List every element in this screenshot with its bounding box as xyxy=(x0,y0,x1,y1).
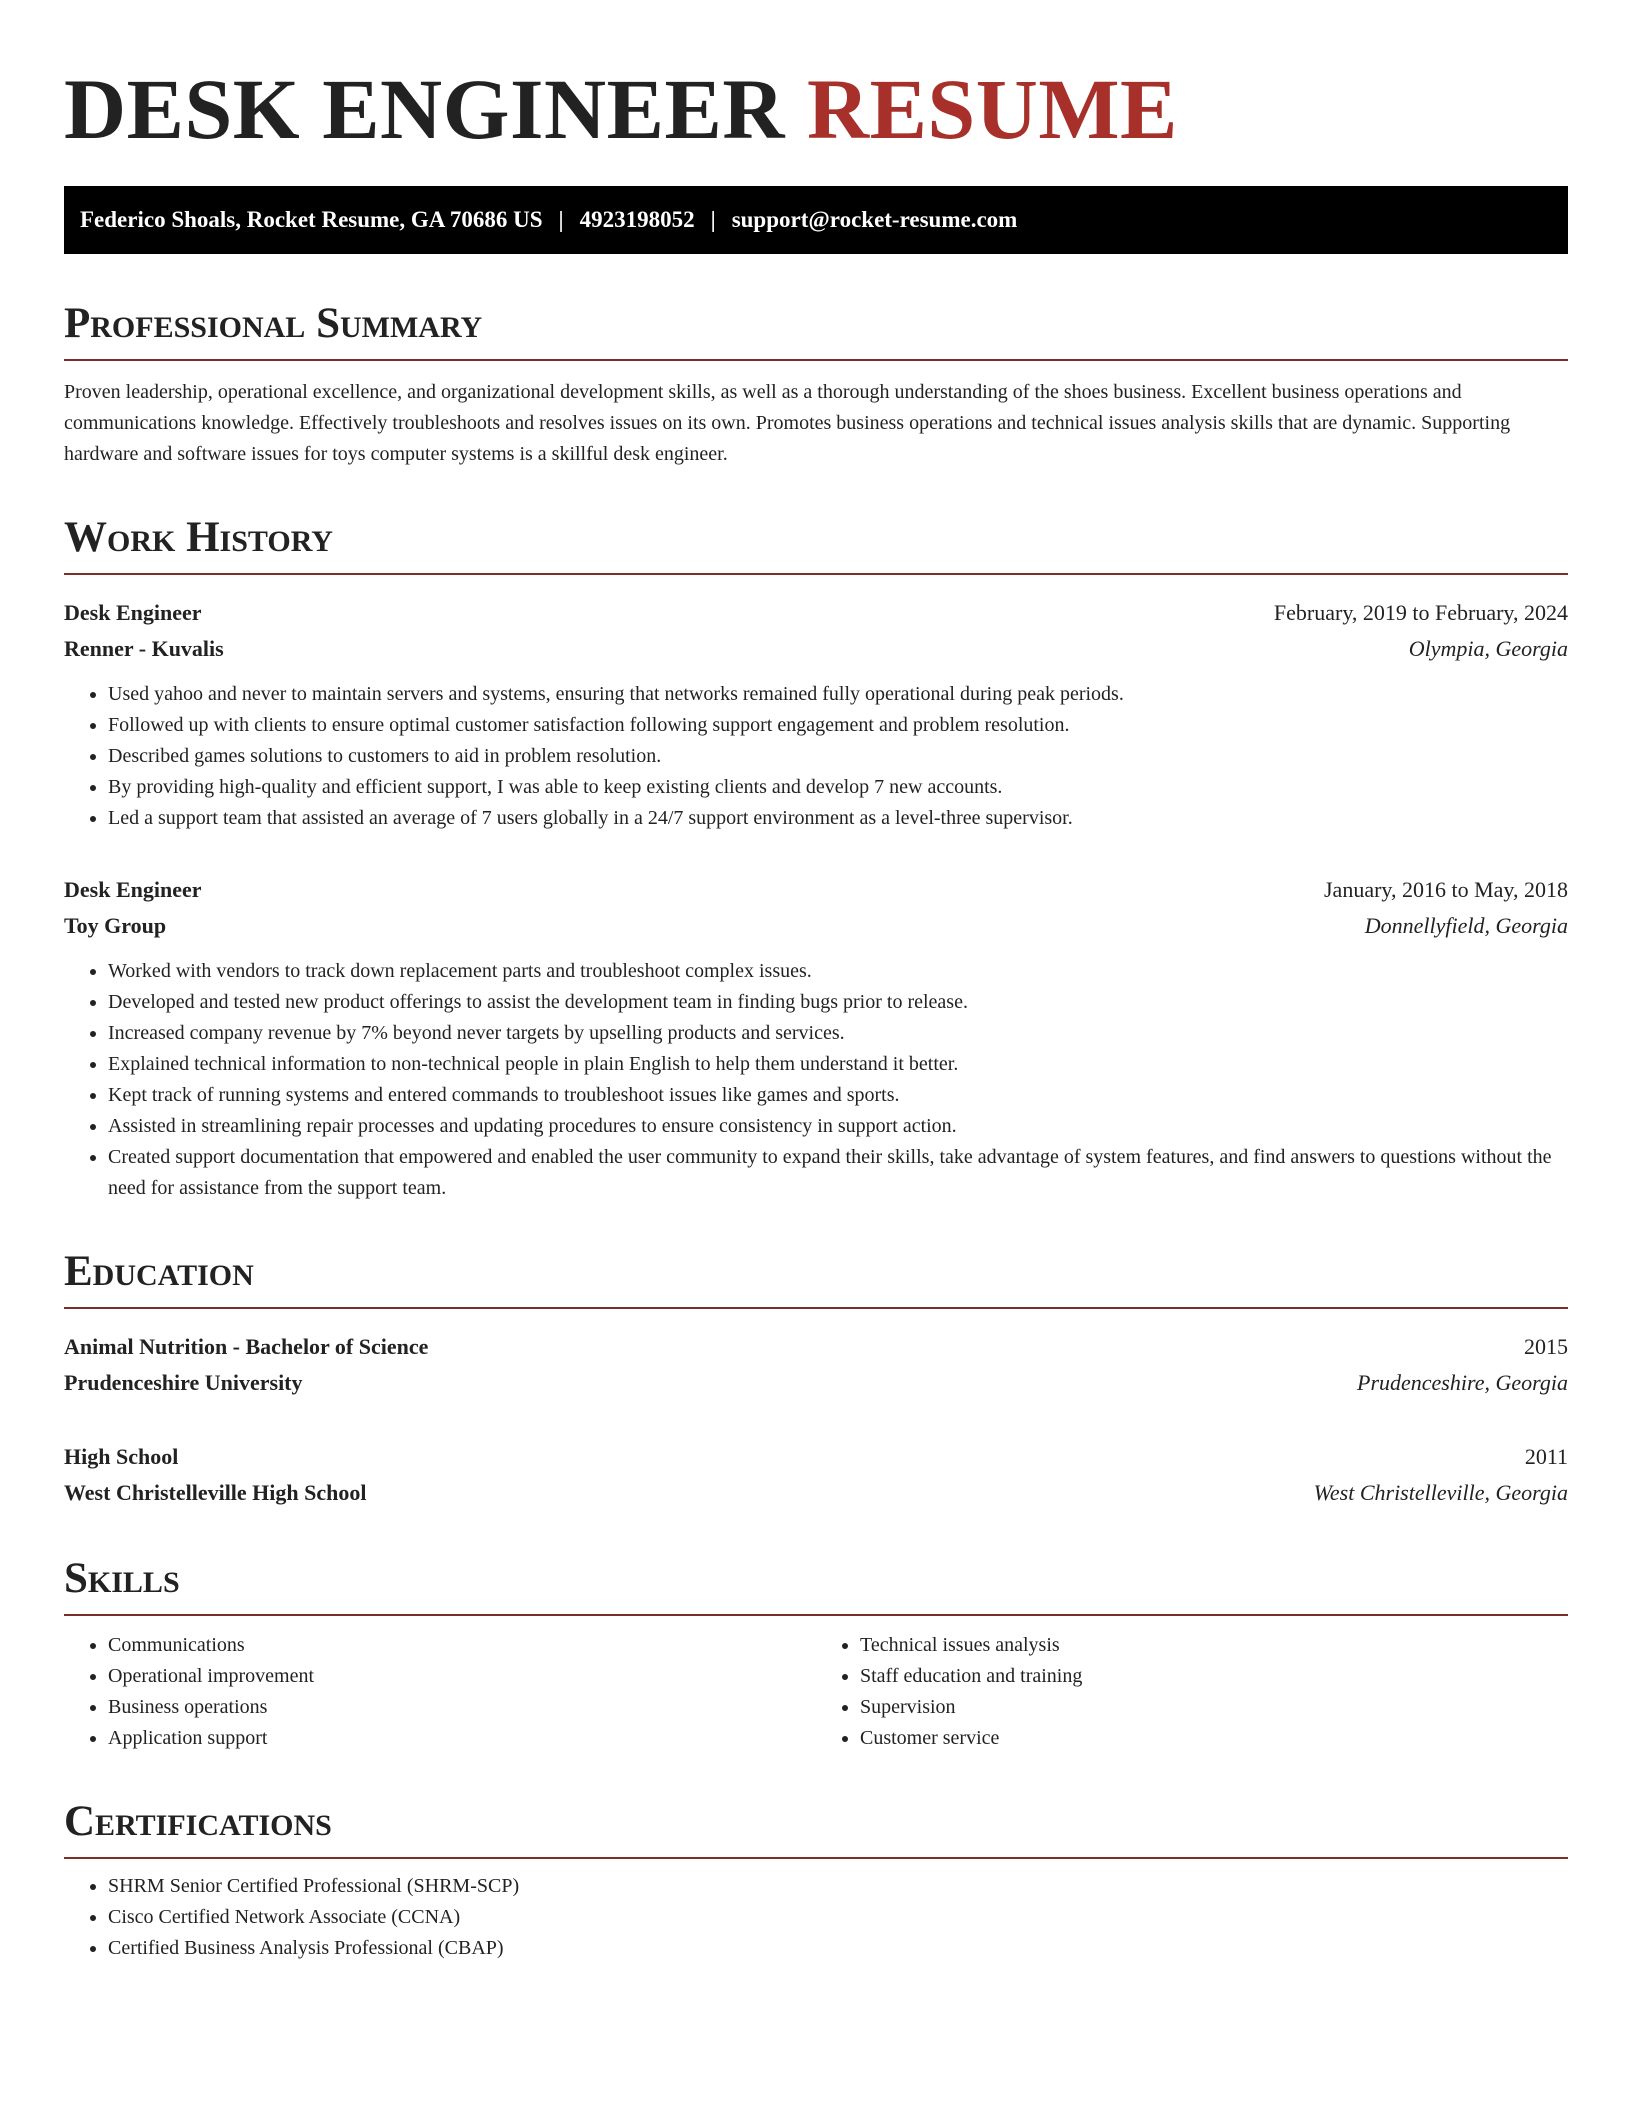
list-item: • Communications xyxy=(108,1630,816,1661)
title-accent: RESUME xyxy=(806,61,1178,157)
education-school-row xyxy=(64,1475,1568,1511)
job-header-row xyxy=(64,872,1568,908)
education-entry xyxy=(64,1439,1568,1511)
work-history-section xyxy=(64,516,1568,1204)
education-degree-row xyxy=(64,1329,1568,1365)
job-title: Desk Engineer xyxy=(64,877,202,902)
list-item: • Used yahoo and never to maintain servers and systems, ensuring that networks remained fully operational during peak periods. xyxy=(108,679,1568,710)
certifications-section xyxy=(64,1800,1568,1964)
contact-address: Federico Shoals, Rocket Resume, GA 70686 US xyxy=(80,207,543,232)
education-school: Prudenceshire University xyxy=(64,1370,303,1395)
education-year: 2015 xyxy=(1524,1334,1568,1359)
job-dates: February, 2019 to February, 2024 xyxy=(1273,600,1568,625)
contact-email: support@rocket-resume.com xyxy=(731,207,1018,232)
job-dates: January, 2016 to May, 2018 xyxy=(1324,877,1568,902)
skills-heading: Skills xyxy=(64,1557,1568,1616)
job-title: Desk Engineer xyxy=(64,600,202,625)
education-heading: Education xyxy=(64,1250,1568,1309)
list-item: • Cisco Certified Network Associate (CCNA) xyxy=(108,1902,1568,1933)
education-entry xyxy=(64,1329,1568,1401)
education-school: West Christelleville High School xyxy=(64,1480,367,1505)
job-entry xyxy=(64,872,1568,1204)
list-item: • Created support documentation that empowered and enabled the user community to expand their skills, take advantage of system features, and find answers to questions without the need for assistance from the support team. xyxy=(108,1142,1568,1204)
job-entry xyxy=(64,595,1568,834)
skills-section xyxy=(64,1557,1568,1754)
job-header-row xyxy=(64,595,1568,631)
work-history-heading: Work History xyxy=(64,516,1568,575)
skills-grid xyxy=(64,1630,1568,1754)
job-company-row xyxy=(64,908,1568,944)
list-item: • Operational improvement xyxy=(108,1661,816,1692)
education-year: 2011 xyxy=(1524,1444,1568,1469)
list-item: • Followed up with clients to ensure optimal customer satisfaction following support engagement and problem resolution. xyxy=(108,710,1568,741)
list-item: • Described games solutions to customers to aid in problem resolution. xyxy=(108,741,1568,772)
education-location: West Christelleville, Georgia xyxy=(1313,1480,1568,1505)
list-item: • Kept track of running systems and entered commands to troubleshoot issues like games and sports. xyxy=(108,1080,1568,1111)
job-company-row xyxy=(64,631,1568,667)
job-bullets xyxy=(64,679,1568,834)
contact-separator: | xyxy=(558,207,564,232)
education-degree: High School xyxy=(64,1444,179,1469)
job-company: Renner - Kuvalis xyxy=(64,636,224,661)
summary-text: Proven leadership, operational excellence, and organizational development skills, as well as a thorough understanding of the shoes business. Excellent business operations and communications knowledge. Effectively troubleshoots and resolves issues on its own. Promotes business operations and technical issues analysis skills that are dynamic. Supporting hardware and software issues for toys computer systems is a skillful desk engineer. xyxy=(64,381,1511,465)
list-item: • Worked with vendors to track down replacement parts and troubleshoot complex issues. xyxy=(108,956,1568,987)
list-item: • Increased company revenue by 7% beyond never targets by upselling products and services. xyxy=(108,1018,1568,1049)
contact-separator: | xyxy=(710,207,716,232)
contact-phone: 4923198052 xyxy=(579,207,695,232)
skills-list-right xyxy=(816,1630,1568,1754)
list-item: • Explained technical information to non-technical people in plain English to help them understand it better. xyxy=(108,1049,1568,1080)
list-item: • By providing high-quality and efficient support, I was able to keep existing clients and develop 7 new accounts. xyxy=(108,772,1568,803)
summary-section xyxy=(64,302,1568,470)
education-degree-row xyxy=(64,1439,1568,1475)
contact-bar xyxy=(64,186,1568,254)
certifications-list xyxy=(64,1871,1568,1964)
certifications-heading: Certifications xyxy=(64,1800,1568,1859)
skills-list-left xyxy=(64,1630,816,1754)
education-degree: Animal Nutrition - Bachelor of Science xyxy=(64,1334,429,1359)
job-company: Toy Group xyxy=(64,913,167,938)
education-section xyxy=(64,1250,1568,1511)
list-item: • Customer service xyxy=(860,1723,1568,1754)
list-item: • Technical issues analysis xyxy=(860,1630,1568,1661)
list-item: • Business operations xyxy=(108,1692,816,1723)
education-school-row xyxy=(64,1365,1568,1401)
list-item: • Staff education and training xyxy=(860,1661,1568,1692)
summary-heading: Professional Summary xyxy=(64,302,1568,361)
list-item: • Application support xyxy=(108,1723,816,1754)
job-location: Olympia, Georgia xyxy=(1408,636,1568,661)
resume-title xyxy=(64,61,1568,157)
job-location: Donnellyfield, Georgia xyxy=(1364,913,1568,938)
list-item: • Supervision xyxy=(860,1692,1568,1723)
title-main: DESK ENGINEER xyxy=(64,61,785,157)
list-item: • Developed and tested new product offerings to assist the development team in finding bugs prior to release. xyxy=(108,987,1568,1018)
list-item: • Led a support team that assisted an average of 7 users globally in a 24/7 support environment as a level-three supervisor. xyxy=(108,803,1568,834)
list-item: • SHRM Senior Certified Professional (SHRM-SCP) xyxy=(108,1871,1568,1902)
list-item: • Assisted in streamlining repair processes and updating procedures to ensure consistency in support action. xyxy=(108,1111,1568,1142)
job-bullets xyxy=(64,956,1568,1204)
list-item: • Certified Business Analysis Professional (CBAP) xyxy=(108,1933,1568,1964)
education-location: Prudenceshire, Georgia xyxy=(1357,1370,1568,1395)
